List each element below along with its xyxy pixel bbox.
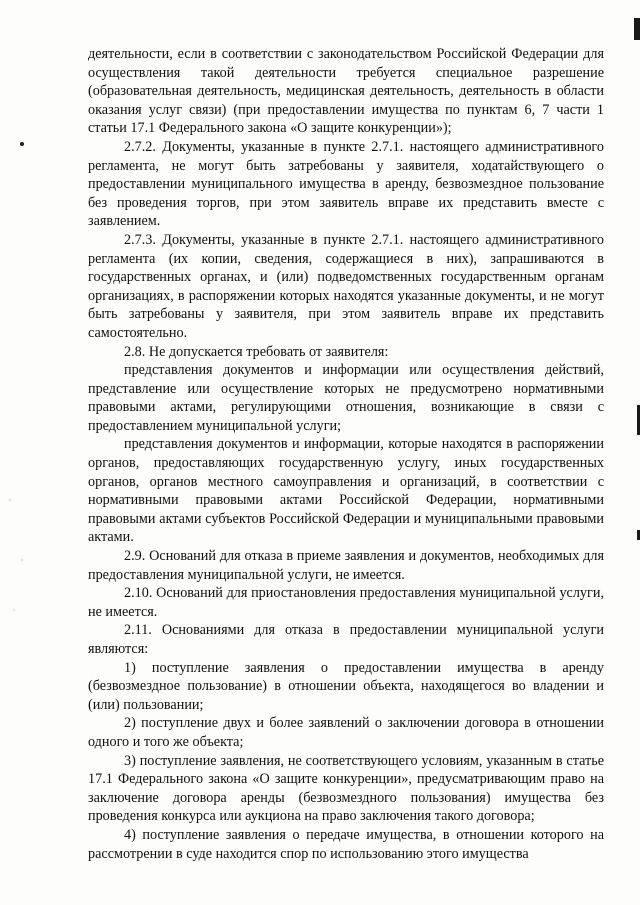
paragraph: 1) поступление заявления о предоставлении имущества в аренду (безвозмездное пользование) в отношении объекта, находящегося во владении и (или) пользовании;	[88, 659, 604, 713]
paragraph: 2.7.3. Документы, указанные в пункте 2.7.1. настоящего административного регламента (их копии, сведения, содержащиеся в них), запрашиваются в государственных органах, и (или) подведомственных государственным органам организациях, в распоряжении которых находятся указанные документы, и не могут быть затребованы у заявителя, при этом заявитель вправе их представить самостоятельно.	[88, 231, 604, 341]
paragraph: 3) поступление заявления, не соответствующего условиям, указанным в статье 17.1 Федерального закона «О защите конкуренции», предусматривающим право на заключение договора аренды (безвозмездного пользования) имущества без проведения конкурса или аукциона на право заключения такого договора;	[88, 752, 604, 825]
paragraph: 2.10. Оснований для приостановления предоставления муниципальной услуги, не имеется.	[88, 585, 604, 620]
paragraph: 2.7.2. Документы, указанные в пункте 2.7.1. настоящего административного регламента, не могут быть затребованы у заявителя, ходатайствующего о предоставлении муниципального имущества в аренду, безвозмездное пользование без проведения торгов, при этом заявитель вправе их представить вместе с заявлением.	[88, 138, 604, 230]
paragraph: представления документов и информации или осуществления действий, представление или осуществление которых не предусмотрено нормативными правовыми актами, регулирующими отношения, возникающие в связи с предоставлением муниципальной услуги;	[88, 362, 604, 434]
document-body	[88, 45, 604, 863]
paragraph: 2.11. Основаниями для отказа в предоставлении муниципальной услуги являются:	[88, 622, 604, 657]
scan-noise	[0, 0, 40, 905]
paragraph: 4) поступление заявления о передаче имущества, в отношении которого на рассмотрении в суде находится спор по использованию этого имущества	[88, 826, 604, 862]
paragraph: 2.9. Оснований для отказа в приеме заявления и документов, необходимых для предоставления муниципальной услуги, не имеется.	[88, 548, 604, 583]
scan-dot	[20, 142, 24, 146]
paragraph: деятельности, если в соответствии с законодательством Российской Федерации для осуществления такой деятельности требуется специальное разрешение (образовательная деятельность, медицинская деятельность, деятельность в области оказания услуг связи) (при предоставлении имущества по пунктам 6, 7 части 1 статьи 17.1 Федерального закона «О защите конкуренции»);	[88, 46, 604, 137]
paragraph: 2.8. Не допускается требовать от заявителя:	[124, 343, 389, 360]
paragraph: представления документов и информации, которые находятся в распоряжении органов, предоставляющих государственную услугу, иных государственных органов, органов местного самоуправления и организаций, в соответствии с нормативными правовыми актами Российской Федерации, нормативными правовыми актами субъектов Российской Федерации и муниципальными правовыми актами.	[88, 436, 604, 546]
scan-edge-mark	[634, 18, 640, 40]
paragraph: 2) поступление двух и более заявлений о заключении договора в отношении одного и того же объекта;	[88, 715, 604, 750]
